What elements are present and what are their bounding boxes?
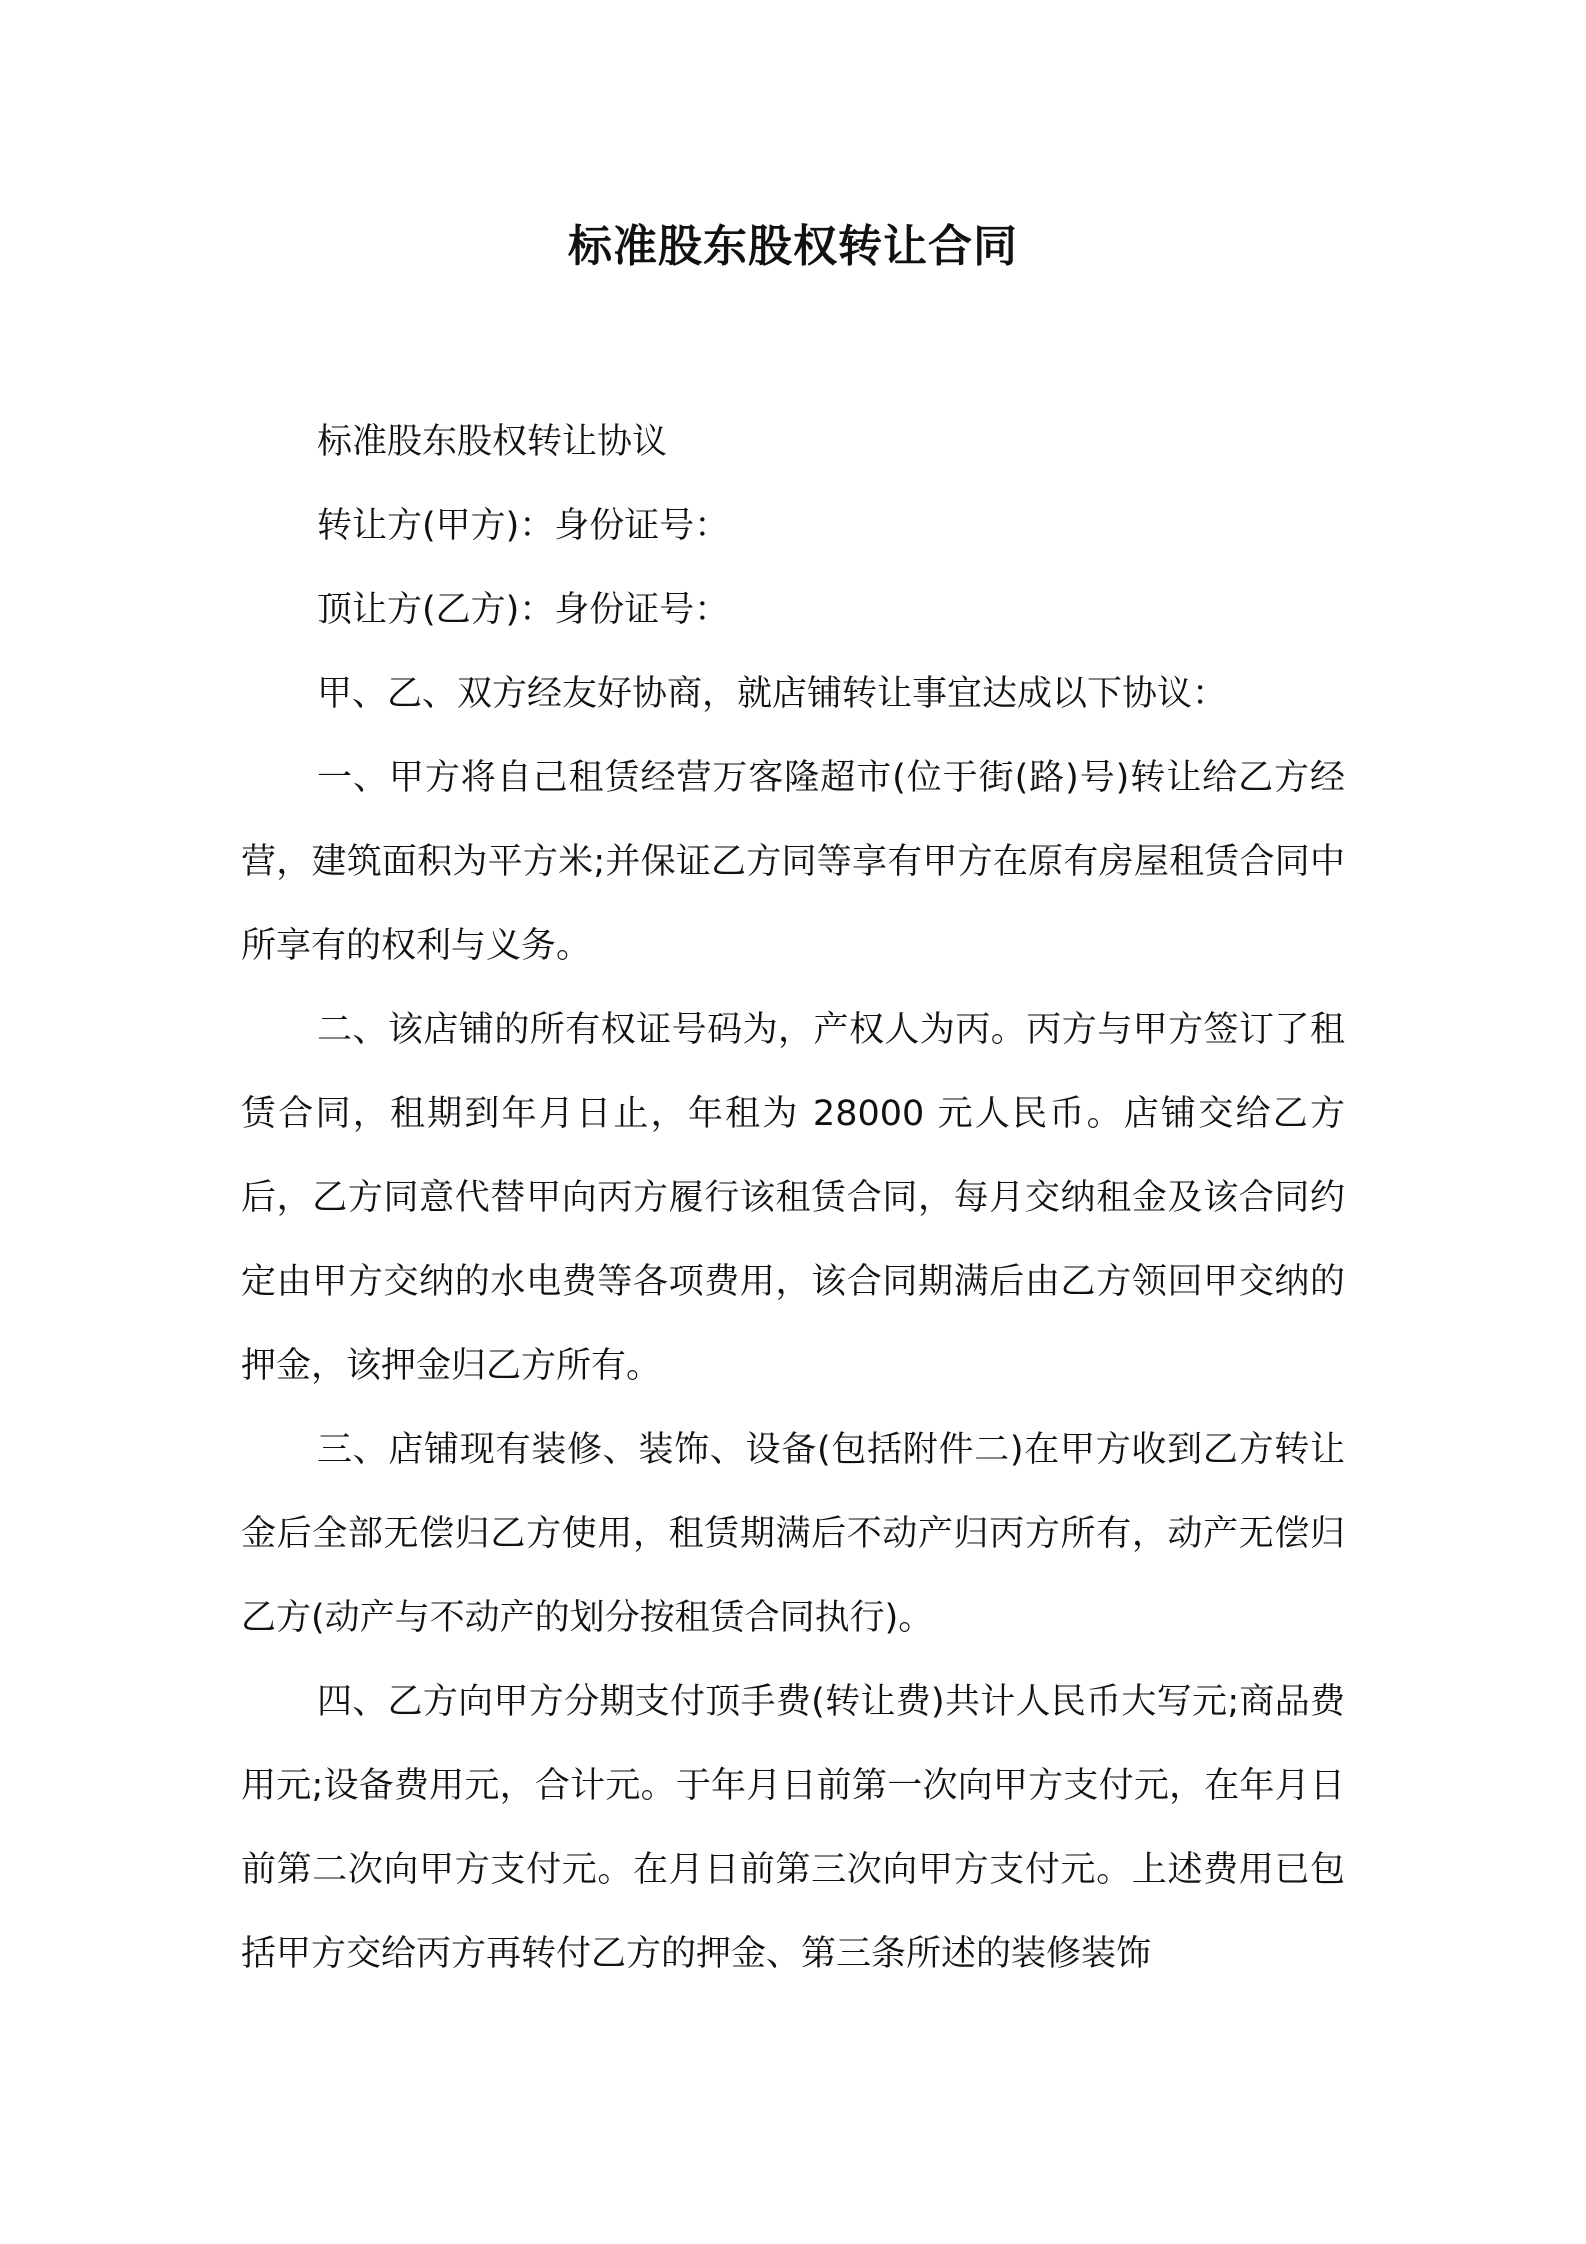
paragraph-clause-4: 四、乙方向甲方分期支付顶手费(转让费)共计人民币大写元;商品费用元;设备费用元，合计元。于年月日前第一次向甲方支付元，在年月日前第二次向甲方支付元。在月日前第三次向甲方支付元。上述费用已包括甲方交给丙方再转付乙方的押金、第三条所述的装修装饰: [241, 1682, 1345, 1974]
paragraph-agreement-name: 标准股东股权转让协议: [317, 422, 668, 462]
document-body: [241, 400, 1345, 1996]
paragraph-clause-3: 三、店铺现有装修、装饰、设备(包括附件二)在甲方收到乙方转让金后全部无偿归乙方使用，租赁期满后不动产归丙方所有，动产无偿归乙方(动产与不动产的划分按租赁合同执行)。: [241, 1430, 1345, 1638]
paragraph-clause-1: 一、甲方将自己租赁经营万客隆超市(位于街(路)号)转让给乙方经营，建筑面积为平方米;并保证乙方同等享有甲方在原有房屋租赁合同中所享有的权利与义务。: [241, 758, 1345, 966]
paragraph-preamble: 甲、乙、双方经友好协商，就店铺转让事宜达成以下协议：: [317, 674, 1228, 714]
paragraph-clause-2: 二、该店铺的所有权证号码为，产权人为丙。丙方与甲方签订了租赁合同，租期到年月日止，年租为 28000 元人民币。店铺交给乙方后，乙方同意代替甲向丙方履行该租赁合同，每月交纳租金及该合同约定由甲方交纳的水电费等各项费用，该合同期满后由乙方领回甲交纳的押金，该押金归乙方所有。: [241, 1010, 1345, 1386]
document-title: 标准股东股权转让合同: [568, 221, 1018, 272]
paragraph-transferor: 转让方(甲方)：身份证号：: [317, 506, 730, 546]
paragraph-transferee: 顶让方(乙方)：身份证号：: [317, 590, 730, 630]
